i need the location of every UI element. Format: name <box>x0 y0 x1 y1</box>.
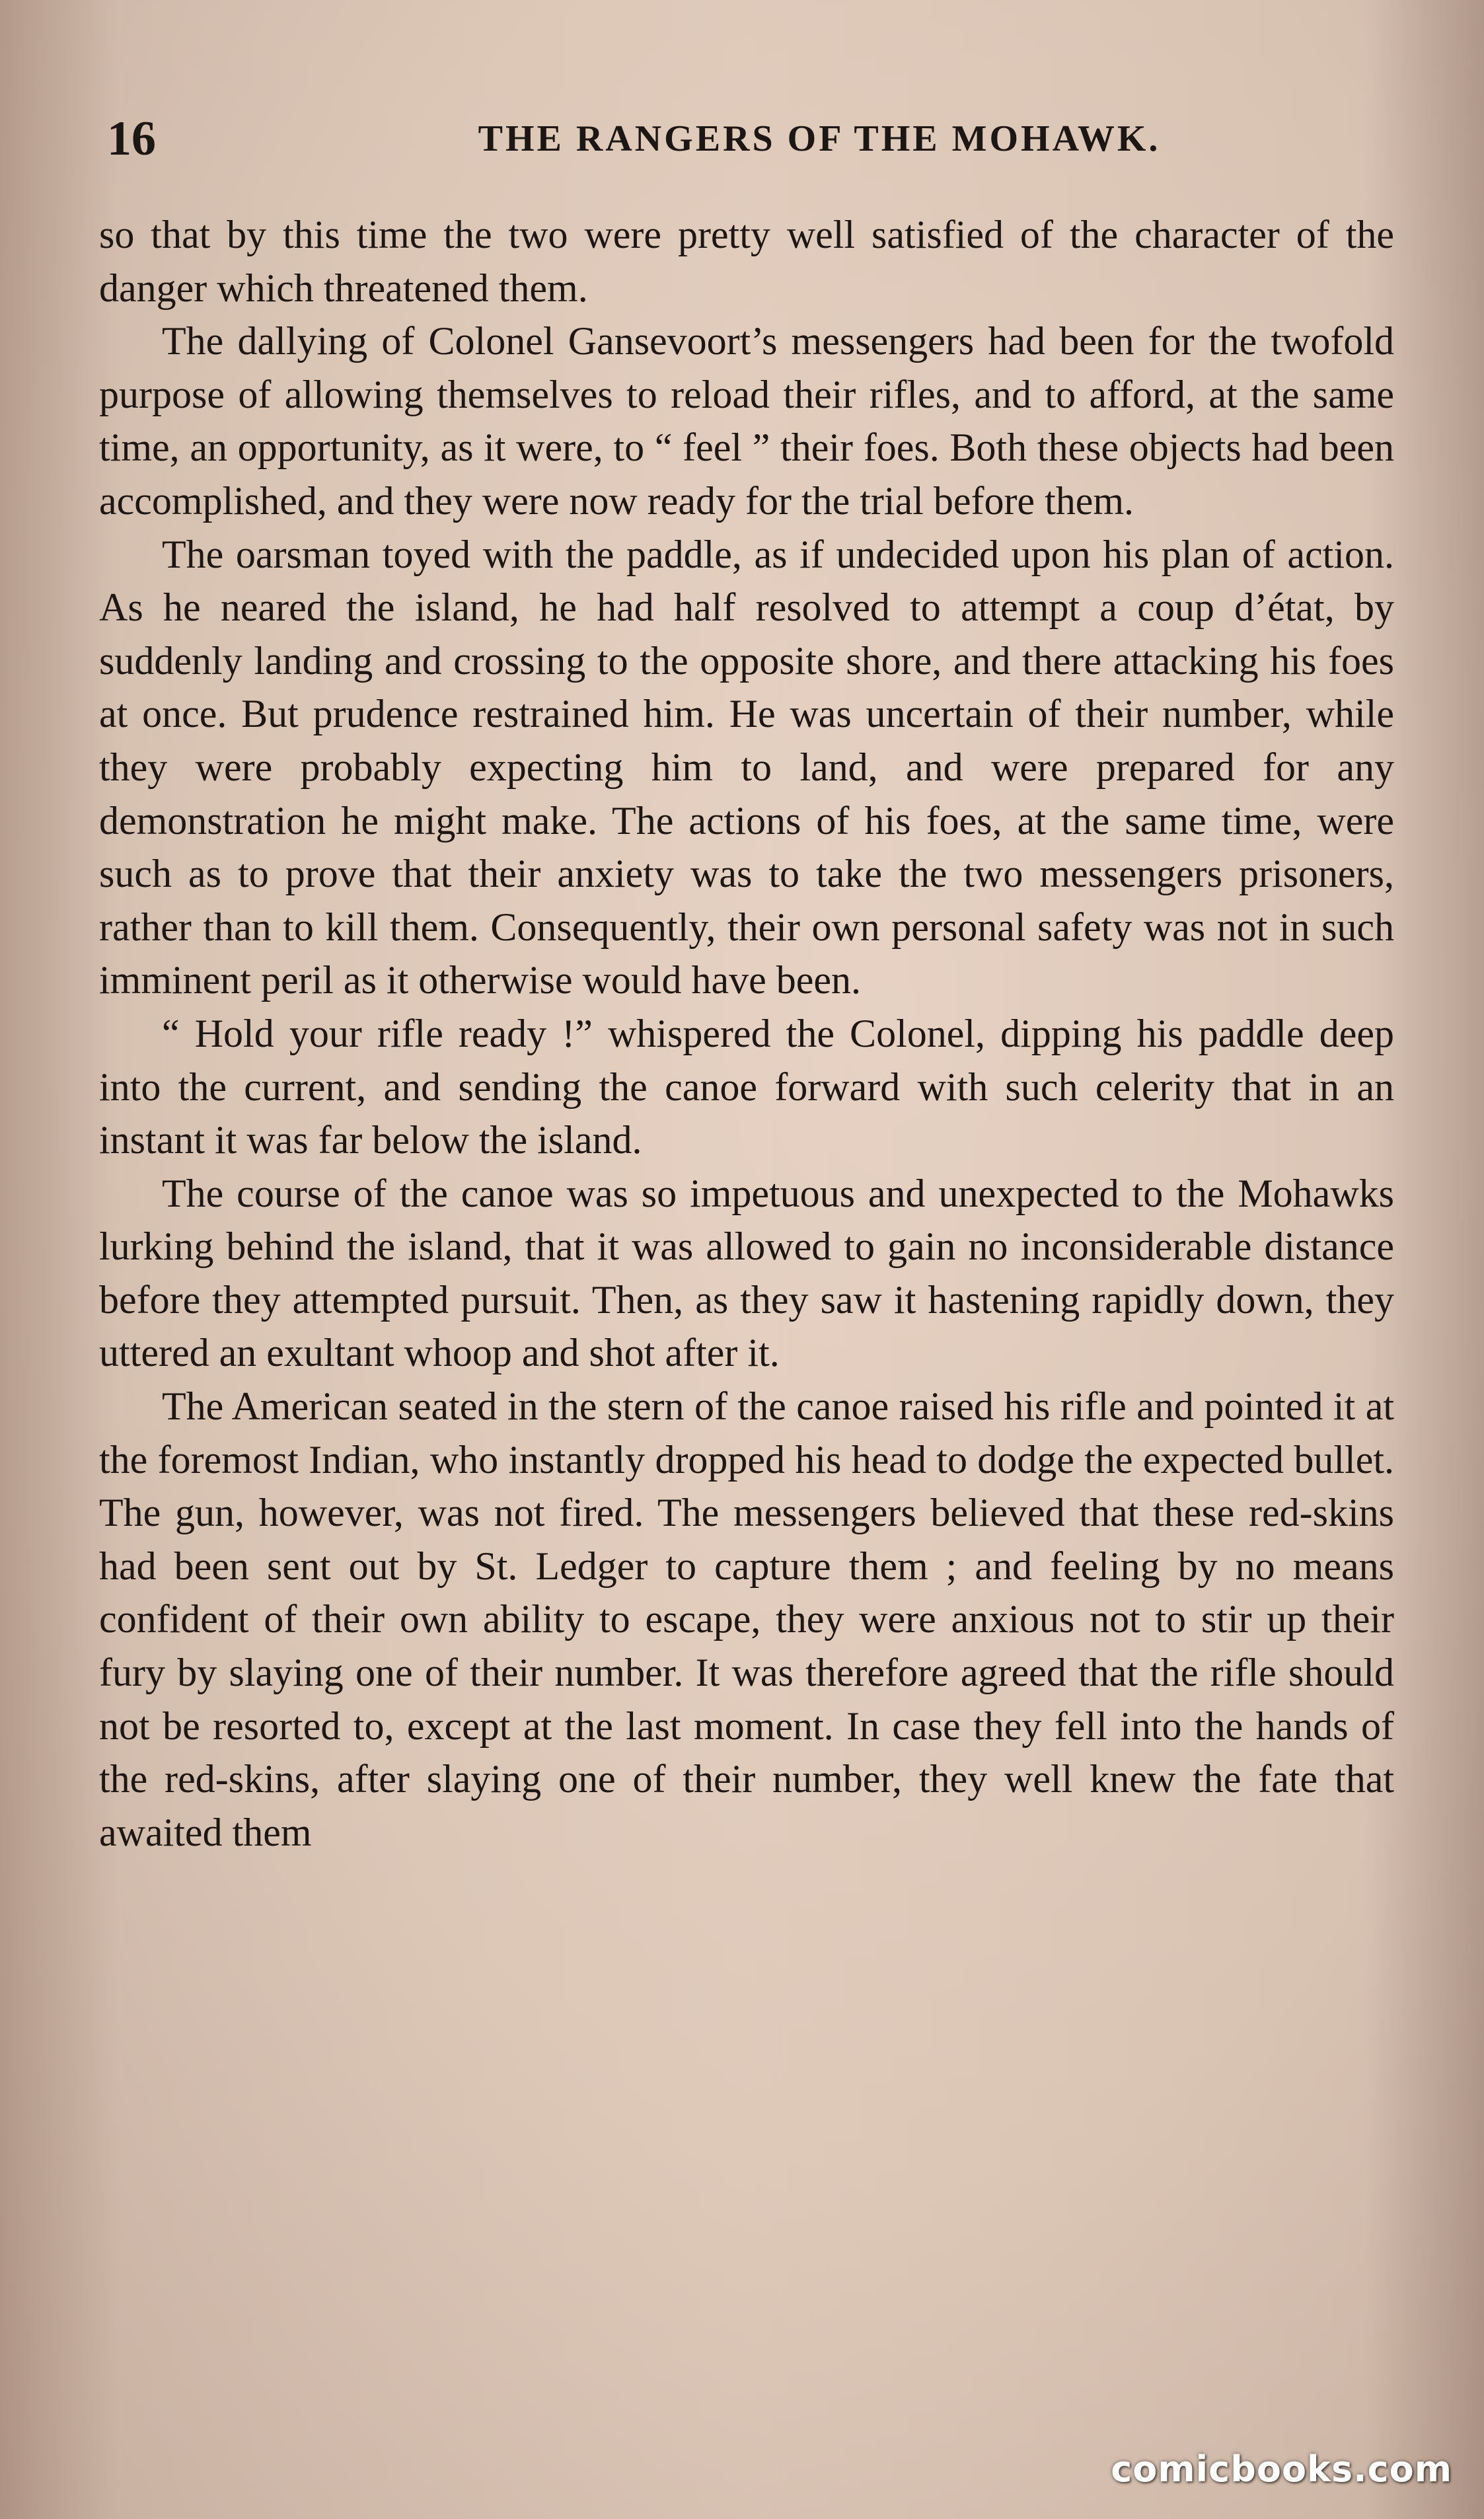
running-title: THE RANGERS OF THE MOHAWK. <box>478 118 1161 159</box>
paragraph-continued: so that by this time the two were pretty well satisfied of the character of the danger which threatened them. <box>99 213 1394 310</box>
paragraph: The dallying of Colonel Gansevoort’s messengers had been for the twofold purpose of allowing themselves to reload their rifles, and to afford, at the same time, an opportunity, as it were, to “ feel ” their foes. Both these objects had been accomplished, and they were now ready for the trial before them. <box>99 319 1394 523</box>
site-watermark: comicbooks.com <box>1111 2448 1452 2490</box>
body-text <box>99 208 1394 1859</box>
page-number: 16 <box>107 112 156 166</box>
paragraph: The American seated in the stern of the canoe raised his rifle and pointed it at the foremost Indian, who instantly dropped his head to dodge the expected bullet. The gun, however, was not fired. The messengers believed that these red-skins had been sent out by St. Ledger to capture them ; and feeling by no means confident of their own ability to escape, they were anxious not to stir up their fury by slaying one of their number. It was therefore agreed that the rifle should not be resorted to, except at the last moment. In case they fell into the hands of the red-skins, after slaying one of their number, they well knew the fate that awaited them <box>99 1384 1394 1854</box>
paragraph: The course of the canoe was so impetuous and unexpected to the Mohawks lurking behind the island, that it was allowed to gain no inconsiderable distance before they attempted pursuit. Then, as they saw it hastening rapidly down, they uttered an exultant whoop and shot after it. <box>99 1171 1394 1375</box>
paragraph: The oarsman toyed with the paddle, as if undecided upon his plan of action. As he neared the island, he had half resolved to attempt a coup d’état, by suddenly landing and crossing to the opposite shore, and there attacking his foes at once. But prudence restrained him. He was uncertain of their number, while they were probably expecting him to land, and were prepared for any demonstration he might make. The actions of his foes, at the same time, were such as to prove that their anxiety was to take the two messengers prisoners, rather than to kill them. Consequently, their own personal safety was not in such imminent peril as it otherwise would have been. <box>99 532 1394 1002</box>
paragraph: “ Hold your rifle ready !” whispered the Colonel, dipping his paddle deep into the current, and sending the canoe forward with such celerity that in an instant it was far below the island. <box>99 1011 1394 1162</box>
page-header <box>99 106 1394 172</box>
